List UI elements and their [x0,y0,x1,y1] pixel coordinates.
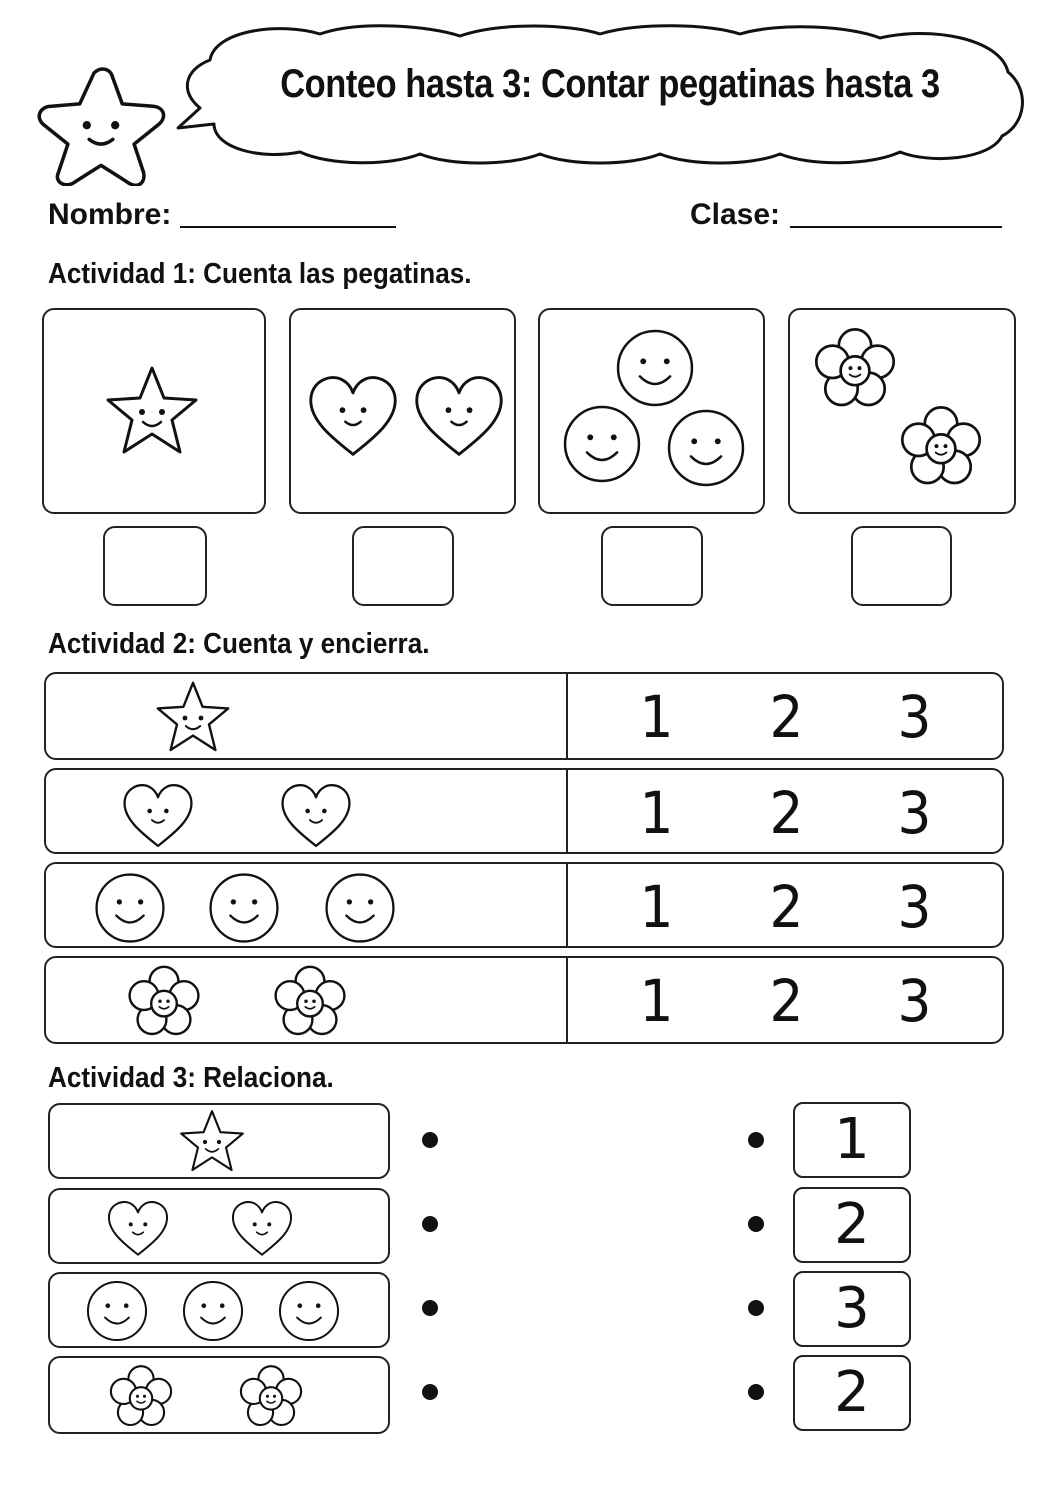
activity1-answer-box[interactable] [352,526,454,606]
match-dot-right[interactable] [748,1384,764,1400]
activity3-sticker-row [48,1356,390,1434]
match-dot-right[interactable] [748,1132,764,1148]
smiley-sticker-icon [84,1278,150,1344]
heart-sticker-icon [228,1194,296,1260]
activity2-row [44,672,1004,760]
flower-sticker-icon [896,402,986,492]
activity3-sticker-row [48,1188,390,1264]
heart-sticker-icon [276,776,356,852]
activity1-answer-box[interactable] [851,526,952,606]
smiley-sticker-icon [276,1278,342,1344]
option-1[interactable]: 1 [639,873,674,941]
star-sticker-icon [176,1107,248,1177]
star-sticker-icon [152,678,234,758]
flower-sticker-icon [810,324,900,414]
match-dot-left[interactable] [422,1300,438,1316]
heart-sticker-icon [411,366,507,462]
heart-sticker-icon [118,776,198,852]
option-3[interactable]: 3 [897,967,932,1035]
activity1-box-1 [42,308,266,514]
match-dot-right[interactable] [748,1216,764,1232]
activity3-title: Actividad 3: Relaciona. [48,1062,334,1094]
activity3-sticker-row [48,1272,390,1348]
option-2[interactable]: 2 [769,873,804,941]
match-number-box: 3 [793,1271,911,1347]
option-3[interactable]: 3 [897,779,932,847]
name-label: Nombre: [48,198,172,231]
activity1-box-2 [289,308,516,514]
activity1-box-4 [788,308,1016,514]
flower-sticker-icon [106,1362,176,1432]
option-1[interactable]: 1 [639,779,674,847]
page-title: Conteo hasta 3: Contar pegatinas hasta 3 [280,62,940,106]
smiley-sticker-icon [180,1278,246,1344]
match-number-box: 1 [793,1102,911,1178]
class-field[interactable] [790,226,1002,228]
flower-sticker-icon [124,962,204,1042]
star-sticker-icon [102,362,202,462]
activity3-sticker-row [48,1103,390,1179]
option-3[interactable]: 3 [897,683,932,751]
activity2-title: Actividad 2: Cuenta y encierra. [48,628,430,660]
option-1[interactable]: 1 [639,683,674,751]
star-mascot-icon [36,62,166,186]
smiley-sticker-icon [613,326,697,410]
flower-sticker-icon [270,962,350,1042]
smiley-sticker-icon [560,402,644,486]
option-2[interactable]: 2 [769,967,804,1035]
flower-sticker-icon [236,1362,306,1432]
smiley-sticker-icon [92,870,168,946]
match-number-box: 2 [793,1355,911,1431]
option-2[interactable]: 2 [769,683,804,751]
option-2[interactable]: 2 [769,779,804,847]
activity2-row [44,862,1004,948]
activity2-row [44,768,1004,854]
activity1-answer-box[interactable] [601,526,703,606]
match-dot-left[interactable] [422,1132,438,1148]
smiley-sticker-icon [206,870,282,946]
match-dot-left[interactable] [422,1384,438,1400]
heart-sticker-icon [104,1194,172,1260]
activity1-title: Actividad 1: Cuenta las pegatinas. [48,258,472,290]
smiley-sticker-icon [322,870,398,946]
option-3[interactable]: 3 [897,873,932,941]
activity1-box-3 [538,308,765,514]
class-label: Clase: [690,198,781,231]
activity1-answer-box[interactable] [103,526,207,606]
option-1[interactable]: 1 [639,967,674,1035]
match-dot-left[interactable] [422,1216,438,1232]
match-number-box: 2 [793,1187,911,1263]
smiley-sticker-icon [664,406,748,490]
match-dot-right[interactable] [748,1300,764,1316]
heart-sticker-icon [305,366,401,462]
name-field[interactable] [180,226,396,228]
activity2-row [44,956,1004,1044]
